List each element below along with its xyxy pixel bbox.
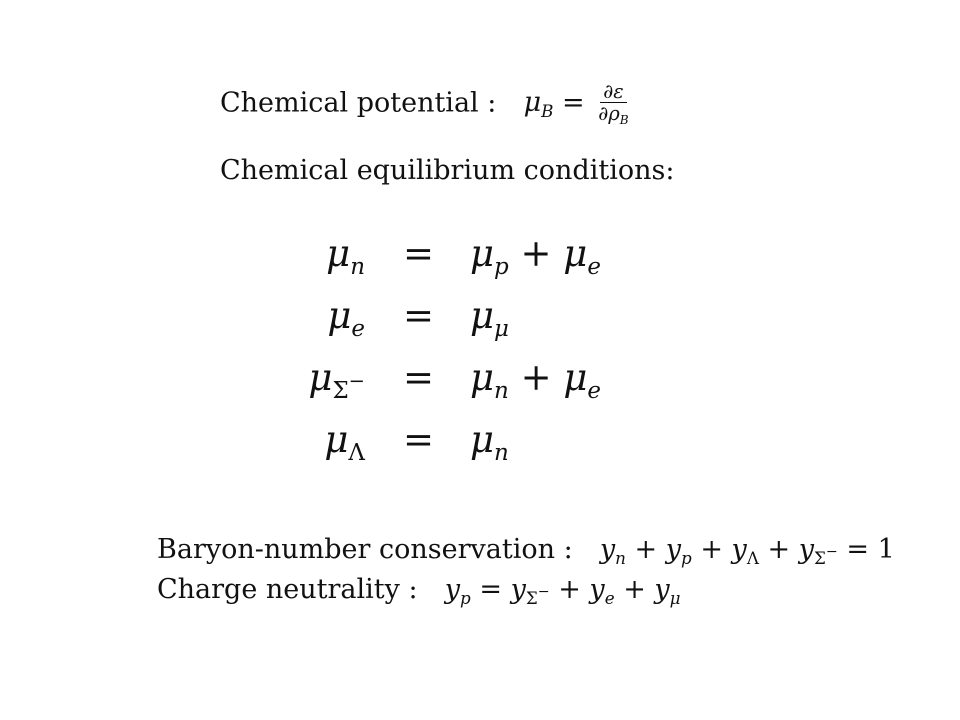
mu-b-symbol: $\mu_B$ (523, 87, 554, 122)
baryon-equation: $y_n + y_p + y_\Lambda + y_{\Sigma^-} = 1$ (599, 534, 895, 568)
equation-equals: = (403, 294, 435, 337)
equation-lhs: $\mu_n$ (326, 232, 365, 281)
equilibrium-heading: Chemical equilibrium conditions: (220, 155, 675, 186)
baryon-conservation-line (157, 534, 895, 568)
separator: : (563, 534, 573, 565)
equation-lhs: $\mu_e$ (327, 294, 365, 343)
chemical-potential-line (220, 82, 632, 126)
fraction-numerator: ∂ε (600, 82, 626, 103)
equation-rhs: $\mu_\mu$ (470, 294, 509, 343)
equation-rhs: $\mu_n$ (470, 418, 509, 467)
equation-equals: = (403, 356, 435, 399)
equation-rhs: $\mu_n + \mu_e$ (470, 356, 601, 405)
charge-neutrality-line (157, 574, 681, 608)
equation-rhs: $\mu_p + \mu_e$ (470, 232, 601, 281)
derivative-fraction (595, 82, 631, 126)
equation-lhs: $\mu_\Lambda$ (324, 418, 365, 467)
separator: : (487, 87, 497, 119)
equation-lhs: $\mu_{\Sigma^-}$ (308, 356, 365, 405)
charge-label: Charge neutrality (157, 574, 400, 605)
charge-equation: $y_p = y_{\Sigma^-} + y_e + y_\mu$ (444, 574, 681, 608)
equals-sign: = (562, 87, 585, 119)
fraction-denominator: $\partial\rho_B$ (598, 102, 629, 128)
separator: : (408, 574, 418, 605)
equation-equals: = (403, 418, 435, 461)
baryon-label: Baryon-number conservation (157, 534, 555, 565)
chemical-potential-label: Chemical potential (220, 87, 479, 119)
equation-equals: = (403, 232, 435, 275)
